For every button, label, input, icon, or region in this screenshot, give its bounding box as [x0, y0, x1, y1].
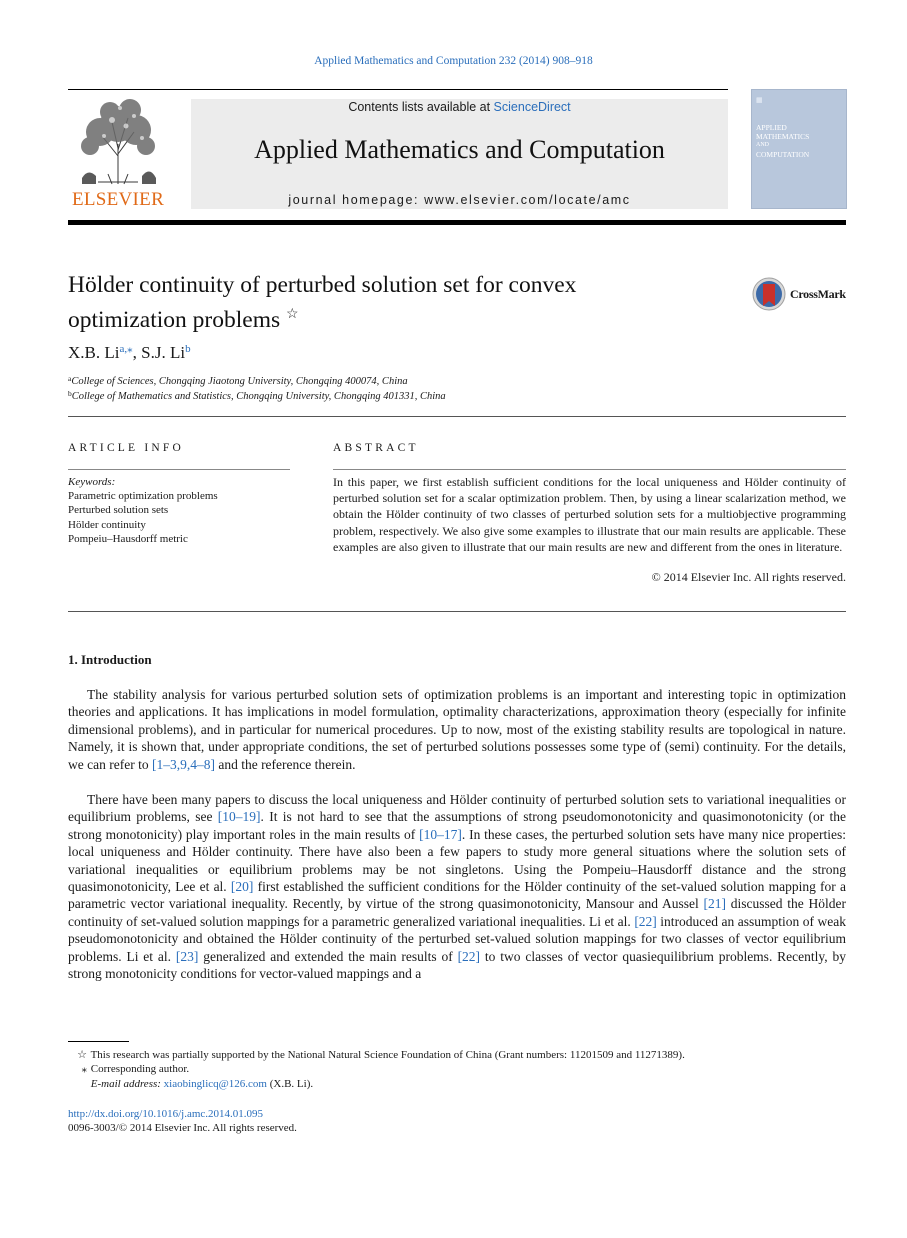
keyword-item: Hölder continuity [68, 519, 146, 531]
journal-citation-link[interactable]: Applied Mathematics and Computation 232 (2014) 908–918 [314, 55, 593, 67]
title-line-1: Hölder continuity of perturbed solution set for convex [68, 272, 577, 298]
author-affiliation-mark[interactable]: a,⁎ [119, 343, 133, 355]
article-info-heading: ARTICLE INFO [68, 442, 184, 454]
paragraph-text: . It is not hard to see that the assumptions of strong pseudomonotonicity and quasimonotonicity (or the strong monotonicity) play important roles in the main results of [68, 809, 846, 842]
divider [68, 469, 290, 470]
sciencedirect-link[interactable]: ScienceDirect [493, 100, 571, 114]
paragraph-text: The stability analysis for various perturbed solution sets of optimization problems is an important and interesting topic in optimization theories and applications. It has implications in model formulation, optimality characterizations, approximation theory (especially for infinite dimensional problems), and in particular for numerical procedures. Up to now, most of the existing stability results are topological in nature. Namely, it is shown that, under appropriate conditions, the set of perturbed solutions possesses some type of (semi) continuity. For the details, we can refer to [68, 687, 846, 772]
author-affiliation-mark[interactable]: b [185, 343, 191, 355]
keyword-item: Parametric optimization problems [68, 490, 218, 502]
section-title: 1. Introduction [68, 652, 152, 667]
email-suffix: (X.B. Li). [266, 1078, 314, 1090]
cover-line: COMPUTATION [756, 150, 810, 159]
body-paragraph [68, 791, 846, 982]
affiliation-a [68, 374, 408, 387]
footnote-rule [68, 1041, 129, 1042]
journal-title: Applied Mathematics and Computation [254, 135, 665, 164]
divider [333, 469, 846, 470]
divider [68, 611, 846, 612]
cover-line: MATHEMATICS [756, 132, 810, 141]
cover-line: APPLIED [756, 123, 787, 132]
paragraph-text: to two classes of vector quasiequilibrium problems. Recently, by strong monotonicity conditions for vector-valued mappings and a [68, 948, 846, 982]
paragraph-text: generalized and extended the main results of [198, 948, 458, 964]
footnote-mark: ☆ [77, 1049, 87, 1061]
email-link[interactable]: xiaobinglicq@126.com [163, 1078, 267, 1090]
author-name[interactable]: S.J. Li [141, 343, 186, 362]
body-paragraph [68, 686, 846, 773]
reference-link[interactable]: [10–19] [217, 809, 261, 825]
paragraph-text: discussed the Hölder continuity of set-valued solution mappings for a parametric generalized variational inequalities. Li et al. [68, 896, 846, 929]
abstract-heading: ABSTRACT [333, 442, 419, 454]
crossmark-label[interactable]: CrossMark [790, 287, 846, 301]
keywords-label: Keywords: [68, 476, 116, 488]
affiliation-mark: a [68, 374, 72, 383]
reference-link[interactable]: [23] [175, 948, 199, 964]
title-footnote-mark[interactable]: ☆ [286, 307, 299, 322]
contents-line [191, 100, 728, 114]
reference-link[interactable]: [20] [230, 879, 254, 895]
footnote-email [68, 1078, 313, 1090]
contents-prefix: Contents lists available at [348, 100, 494, 114]
doi-link[interactable]: http://dx.doi.org/10.1016/j.amc.2014.01.095 [68, 1108, 264, 1120]
author-separator: , [132, 343, 142, 362]
keyword-item: Pompeiu–Hausdorff metric [68, 533, 188, 545]
email-label: E-mail address: [90, 1078, 164, 1090]
journal-homepage[interactable]: journal homepage: www.elsevier.com/locate/amc [288, 193, 631, 207]
footnote-funding [68, 1048, 685, 1061]
cover-title [756, 123, 842, 159]
footnote-text: Corresponding author. [90, 1063, 190, 1075]
affiliation-b [68, 389, 446, 402]
keyword-item: Perturbed solution sets [68, 504, 169, 516]
paragraph-text: . In these cases, the perturbed solution sets have many nice properties: local uniqueness and Hölder continuity. There have also been a few papers to study more general situations where the solution sets of variational inequalities or equilibrium problems may be not singletons. Using the Pompeiu–Hausdorff distance and the strong quasimonotonicity, Lee et al. [68, 826, 846, 895]
header-top-rule [68, 89, 728, 90]
footnote-corresponding [68, 1062, 189, 1075]
affiliation-mark: b [68, 389, 72, 398]
reference-link[interactable]: [21] [703, 896, 727, 912]
reference-link[interactable]: [1–3,9,4–8] [151, 756, 215, 772]
paragraph-text: first established the sufficient conditions for the Hölder continuity of the set-valued solution mapping for a parametric vector variational inequality. Recently, by virtue of the strong quasimonotonicity, Mansour and Aussel [68, 879, 846, 912]
cover-logo-icon: ▦ [756, 96, 763, 104]
reference-link[interactable]: [22] [457, 948, 481, 964]
paragraph-text: introduced an assumption of weak pseudomonotonicity and obtained the Hölder continuity of the perturbed set-valued solution mappings for two classes of vector equilibrium problems. Li et al. [68, 913, 847, 964]
title-line-2-text: optimization problems [68, 307, 281, 333]
footnote-mark: ⁎ [81, 1063, 87, 1075]
cover-line: AND [756, 142, 769, 148]
abstract-text: In this paper, we first establish sufficient conditions for the local uniqueness and Hölder continuity of perturbed solution set for a scalar optimization problem. Then, by using a linear scalarization method, we obtain the Hölder continuity of two classes of perturbed solution sets for a multiobjective programming problem, respectively. We also give some examples to illustrate that our main results are applicable. These examples are also given to illustrate that our main results are new and different from the ones in literature. [333, 475, 846, 554]
footnote-text: This research was partially supported by the National Natural Science Foundation of China (Grant numbers: 11201509 and 11271389). [90, 1049, 685, 1061]
abstract-copyright: © 2014 Elsevier Inc. All rights reserved. [651, 570, 846, 584]
affiliation-text: College of Mathematics and Statistics, Chongqing University, Chongqing 401331, China [71, 391, 446, 402]
reference-link[interactable]: [10–17] [419, 826, 462, 842]
author-list [68, 342, 191, 363]
affiliation-text: College of Sciences, Chongqing Jiaotong University, Chongqing 400074, China [71, 376, 408, 387]
paragraph-text: and the reference therein. [214, 756, 356, 772]
article-title [68, 271, 708, 335]
reference-link[interactable]: [22] [634, 913, 657, 929]
header-bottom-rule [68, 220, 846, 225]
author-name[interactable]: X.B. Li [68, 343, 120, 362]
title-line-2 [68, 300, 708, 335]
divider [68, 416, 846, 417]
issn-copyright: 0096-3003/© 2014 Elsevier Inc. All rights reserved. [68, 1122, 297, 1134]
elsevier-wordmark: ELSEVIER [71, 189, 165, 210]
paragraph-text: There have been many papers to discuss the local uniqueness and Hölder continuity of perturbed solution sets to variational inequalities or equilibrium problems, see [68, 792, 846, 825]
